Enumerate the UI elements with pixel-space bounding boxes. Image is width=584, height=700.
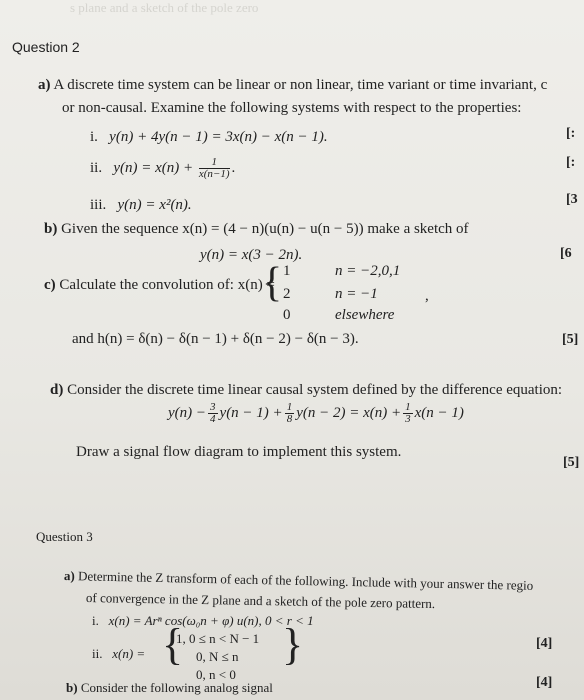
question-2-heading: Question 2 [12,39,80,55]
q2c-comma: , [425,288,429,304]
piecewise-brace-right: } [282,620,304,669]
q2c-case-2-value: 2 [283,286,291,302]
q3a-text-line2: of convergence in the Z plane and a sketch of the pole zero pattern. [85,590,436,612]
q2c-marks: [5] [562,332,579,347]
fraction: $\frac{1}{3}$ [405,401,411,425]
q2a-item-ii-marks: [: [566,155,576,170]
q2d-instruction: Draw a signal flow diagram to implement this system. [76,444,402,460]
q2c-h-definition: and h(n) = δ(n) − δ(n − 1) + δ(n − 2) − δ(n − 3). [72,331,359,347]
q3a-item-ii-label: ii. x(n) = [92,646,146,661]
q2d-equation: y(n) − $\frac{3}{4}$ y(n − 1) + $\frac{1}{8}$ y(n − 2) = x(n) + $\frac{1}{3}$ x(n − 1) [168,401,464,425]
q2b-marks: [6 [560,246,572,261]
q2a-item-iii: iii. y(n) = x²(n). [90,197,192,213]
q3a-text-line1: a) Determine the Z transform of each of the following. Include with your answer the regio [63,568,534,593]
q3a-b-marks: [4] [536,675,553,690]
q3a-ii-marks: [4] [536,636,553,651]
q2a-item-i: i. y(n) + 4y(n − 1) = 3x(n) − x(n − 1). [90,129,328,145]
q3a-item-i: i. x(n) = Arⁿ cos(ω₀n + φ) u(n), 0 < r < 1 [92,613,314,628]
q2c-case-1-cond: n = −2,0,1 [335,263,401,279]
q2d-marks: [5] [563,455,580,470]
q3b-text: b) Consider the following analog signal [66,680,273,695]
q2c-case-1-value: 1 [283,263,291,279]
fraction: $\frac{3}{4}$ [210,401,216,425]
q2b-equation: y(n) = x(3 − 2n). [200,247,303,263]
q2b-text: b) Given the sequence x(n) = (4 − n)(u(n) − u(n − 5)) make a sketch of [44,221,469,237]
q3a-ii-case-2: 0, N ≤ n [196,649,239,664]
fraction: $\frac{1}{x(n-1)}$ [198,156,230,180]
q2d-text: d) Consider the discrete time linear causal system defined by the difference equation: [50,382,563,398]
q2a-item-iii-marks: [3 [566,192,578,207]
piecewise-brace: { [262,260,283,306]
q2a-text-line1: a) A discrete time system can be linear or non linear, time variant or time invariant, c [38,77,548,93]
piecewise-brace: { [162,620,184,669]
q2a-item-i-marks: [: [566,126,576,141]
q2c-case-3-cond: elsewhere [335,307,395,323]
q2c-case-2-cond: n = −1 [335,286,378,302]
q3a-ii-case-1: 1, 0 ≤ n < N − 1 [176,631,260,646]
fraction: $\frac{1}{8}$ [286,401,293,425]
q2c-text: c) Calculate the convolution of: x(n) = [44,277,275,293]
q2a-text-line2: or non-causal. Examine the following systems with respect to the properties: [62,100,522,116]
q3a-ii-case-3: 0, n < 0 [196,667,236,682]
q2c-case-3-value: 0 [283,307,291,323]
question-3-heading: Question 3 [36,529,93,544]
faded-header-text: s plane and a sketch of the pole zero [70,0,259,15]
q2a-item-ii: ii. y(n) = x(n) + $\frac{1}{x(n-1)}$ . [90,156,236,180]
